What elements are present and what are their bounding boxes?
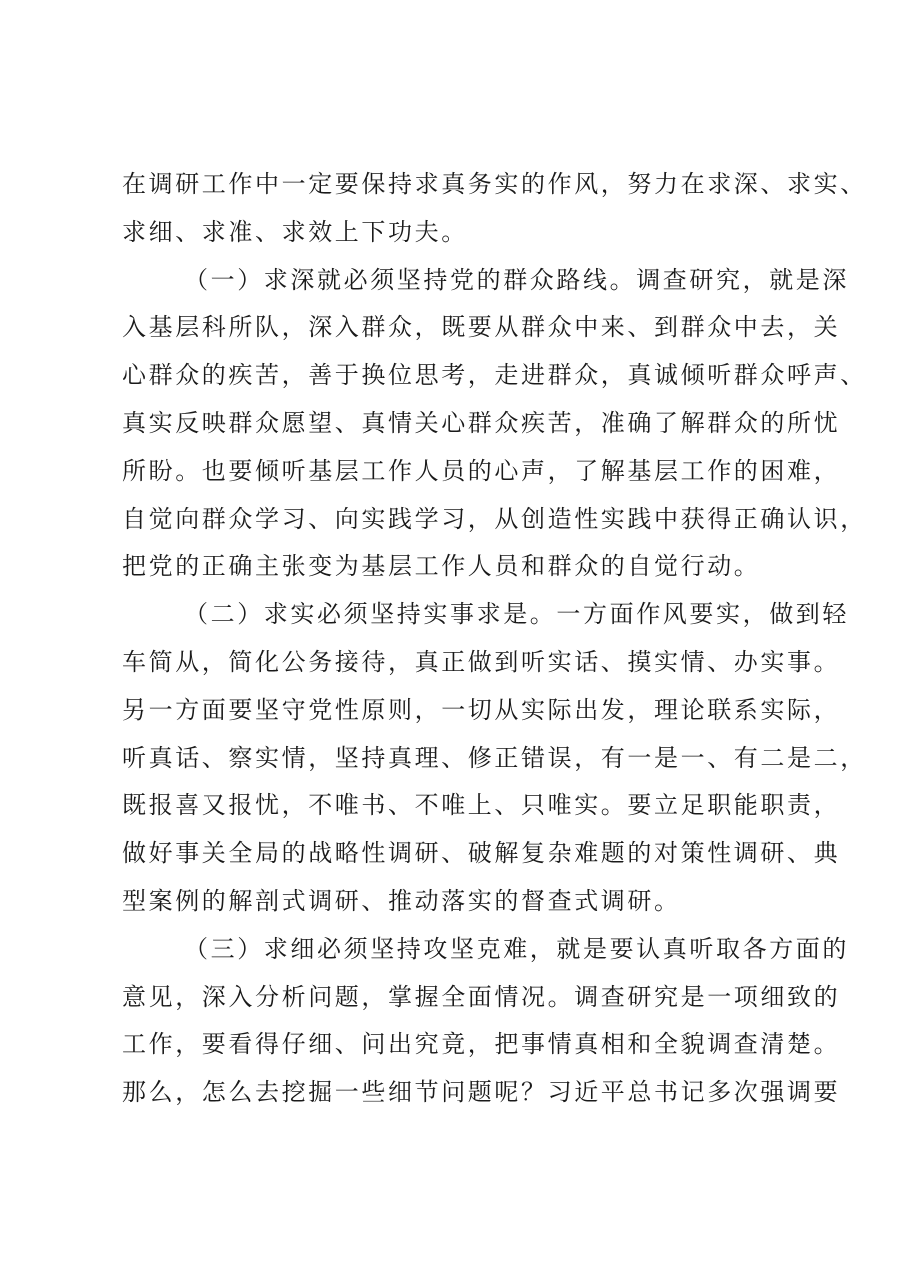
body-text (122, 161, 867, 1117)
text-line: 在调研工作中一定要保持求真务实的作风，努力在求深、求实、 (122, 170, 867, 198)
text-line: 另一方面要坚守党性原则，一切从实际出发，理论联系实际， (122, 695, 841, 724)
text-line: 自觉向群众学习、向实践学习，从创造性实践中获得正确认识， (122, 504, 867, 533)
text-line: 把党的正确主张变为基层工作人员和群众的自觉行动。 (122, 552, 761, 581)
text-line: 意见，深入分析问题，掌握全面情况。调查研究是一项细致的 (122, 982, 841, 1011)
text-line: 入基层科所队，深入群众，既要从群众中来、到群众中去，关 (122, 313, 841, 342)
text-line: 心群众的疾苦，善于换位思考，走进群众，真诚倾听群众呼声、 (122, 361, 867, 390)
text-line: 那么，怎么去挖掘一些细节问题呢？习近平总书记多次强调要 (122, 1078, 841, 1107)
paragraph-1-start: （一）求深就必须坚持党的群众路线。调查研究，就是深 (184, 265, 849, 294)
text-line: 真实反映群众愿望、真情关心群众疾苦，准确了解群众的所忧 (122, 408, 841, 437)
text-line: 车简从，简化公务接待，真正做到听实话、摸实情、办实事。 (122, 647, 841, 676)
text-line: 求细、求准、求效上下功夫。 (122, 217, 468, 246)
text-line: 既报喜又报忧，不唯书、不唯上、只唯实。要立足职能职责， (122, 791, 841, 820)
text-line: 工作，要看得仔细、问出究竟，把事情真相和全貌调查清楚。 (122, 1030, 841, 1059)
text-line: 所盼。也要倾听基层工作人员的心声，了解基层工作的困难， (122, 456, 841, 485)
text-line: 型案例的解剖式调研、推动落实的督查式调研。 (122, 886, 681, 915)
paragraph-2-start: （二）求实必须坚持实事求是。一方面作风要实，做到轻 (184, 600, 849, 629)
paragraph-3-start: （三）求细必须坚持攻坚克难，就是要认真听取各方面的 (184, 934, 849, 963)
text-line: 做好事关全局的战略性调研、破解复杂难题的对策性调研、典 (122, 839, 841, 868)
text-line: 听真话、察实情，坚持真理、修正错误，有一是一、有二是二， (122, 743, 867, 772)
